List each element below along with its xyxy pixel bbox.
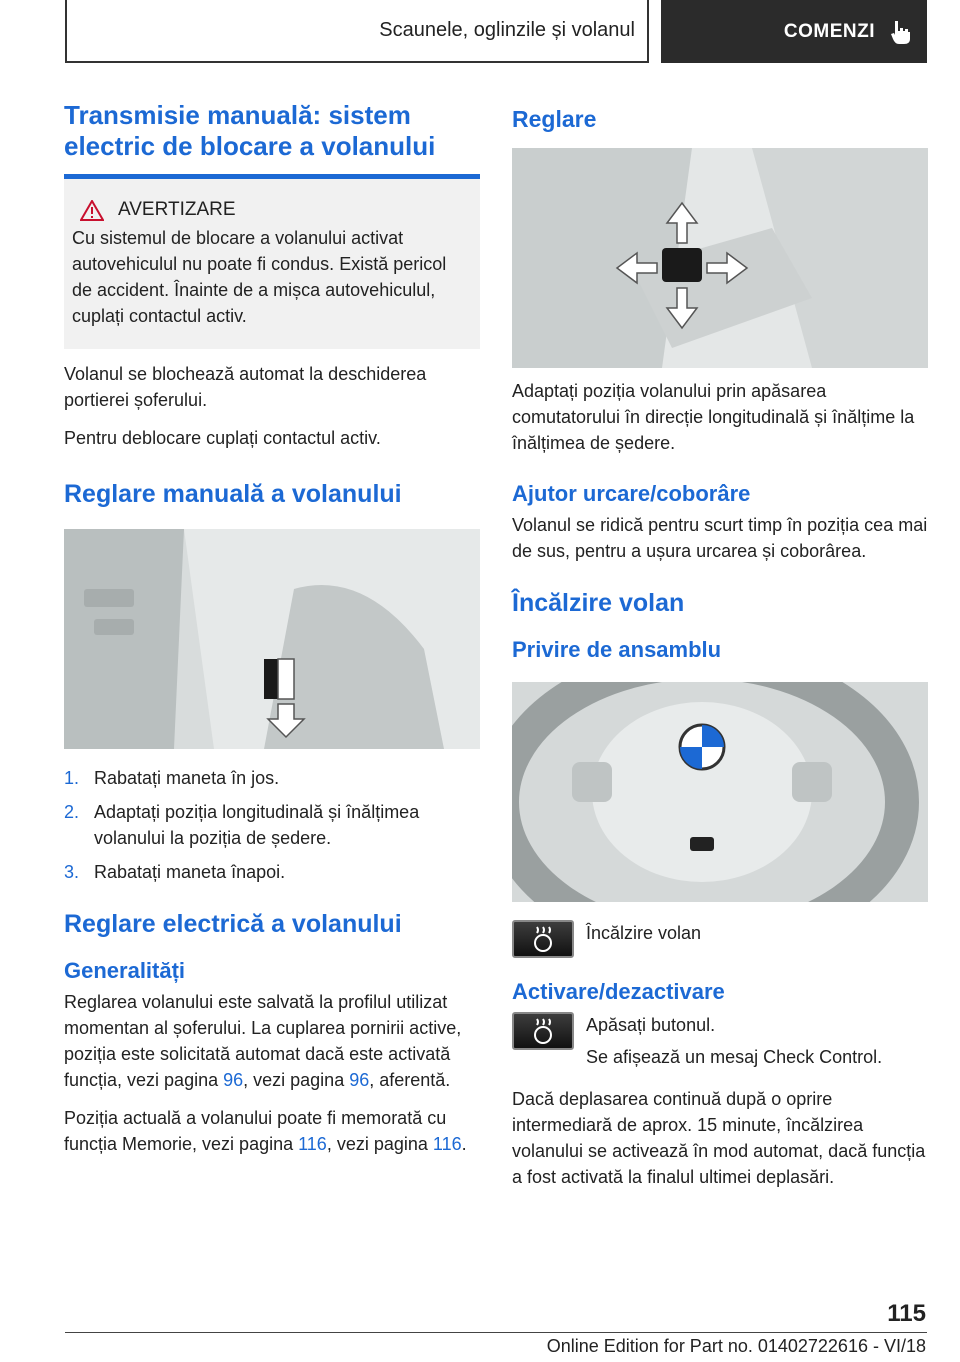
- step-number: 2.: [64, 802, 80, 822]
- toggle-line-1: Apăsați butonul.: [586, 1015, 716, 1035]
- right-column: [512, 104, 928, 1190]
- chapter-title: COMENZI: [783, 20, 875, 42]
- footer-rule: [65, 1332, 927, 1333]
- toggle-title: Activare/dezactivare: [512, 979, 725, 1004]
- general-title: Generalități: [64, 958, 186, 983]
- general-text: Reglarea volanului este salvată la profilul utilizat momentan al șoferului. La cuplarea pornirii active, poziția este solicitată automat dacă este activată funcția, vezi pagina 96, vezi pagina 96, aferentă.: [64, 992, 462, 1090]
- page-link[interactable]: 116: [432, 1134, 462, 1154]
- hand-pointer-icon: [889, 19, 913, 45]
- electric-switch-image: [512, 148, 928, 368]
- final-text: Dacă deplasarea continuă după o oprire intermediară de aprox. 15 minute, încălzirea volanului se activează în mod automat, dacă funcția a fost activată la finalul ultimei deplasări.: [512, 1089, 926, 1187]
- memory-text: Poziția actuală a volanului poate fi memorată cu funcția Memorie, vezi pagina 116, vezi pagina 116.: [64, 1108, 467, 1154]
- page-link[interactable]: 96: [223, 1070, 244, 1090]
- list-item: [64, 859, 480, 885]
- list-item: [64, 799, 480, 851]
- steering-heat-icon: [527, 925, 559, 953]
- section-header: [65, 0, 649, 63]
- assist-text: Volanul se ridică pentru scurt timp în poziția cea mai de sus, pentru a ușura urcarea și coborârea.: [512, 515, 928, 561]
- heat-title: Încălzire volan: [512, 589, 685, 617]
- adjust-title: Reglare: [512, 106, 597, 132]
- step-text: Rabatați maneta în jos.: [94, 768, 280, 788]
- unlock-text: Pentru deblocare cuplați contactul activ.: [64, 428, 381, 448]
- step-text: Rabatați maneta înapoi.: [94, 862, 286, 882]
- steering-heat-icon: [527, 1017, 559, 1045]
- manual-adjust-title: Reglare manuală a volanului: [64, 480, 402, 508]
- step-number: 3.: [64, 862, 80, 882]
- overview-title: Privire de ansamblu: [512, 637, 722, 662]
- steering-wheel-image: [512, 682, 928, 902]
- adjust-text: Adaptați poziția volanului prin apăsarea comutatorului în direcție longitudinală și înălțime la înălțimea de ședere.: [512, 381, 915, 453]
- page-number: 115: [887, 1300, 926, 1327]
- warning-box: [64, 179, 480, 349]
- warning-label: AVERTIZARE: [118, 199, 236, 220]
- electric-adjust-title: Reglare electrică a volanului: [64, 910, 402, 938]
- page-title: Transmisie manuală: sistem electric de blocare a volanului: [64, 100, 436, 161]
- step-number: 1.: [64, 768, 80, 788]
- steering-heat-button[interactable]: [512, 920, 574, 958]
- steering-heat-button[interactable]: [512, 1012, 574, 1050]
- page-link[interactable]: 96: [349, 1070, 370, 1090]
- toggle-row: [512, 1012, 928, 1070]
- warning-text: Cu sistemul de blocare a volanului activat autovehiculul nu poate fi condus. Există pericol de accident. Înainte de a mișca autovehiculul, cuplați contactul activ.: [72, 228, 447, 326]
- section-title: Scaunele, oglinzile și volanul: [379, 19, 635, 41]
- manual-steps-list: [64, 765, 480, 885]
- step-text: Adaptați poziția longitudinală și înălțimea volanului la poziția de ședere.: [94, 802, 420, 848]
- heat-button-row: [512, 920, 928, 958]
- warning-triangle-icon: [80, 200, 104, 221]
- manual-lever-image: [64, 529, 480, 749]
- assist-title: Ajutor urcare/coborâre: [512, 481, 751, 506]
- footer-edition: Online Edition for Part no. 01402722616 - VI/18: [546, 1336, 926, 1356]
- heat-button-label: Încălzire volan: [586, 923, 702, 943]
- toggle-line-2: Se afișează un mesaj Check Control.: [586, 1047, 883, 1067]
- chapter-header: [661, 0, 927, 63]
- left-column: [64, 100, 480, 1157]
- lock-text: Volanul se blochează automat la deschiderea portierei șoferului.: [64, 364, 427, 410]
- page-link[interactable]: 116: [298, 1134, 327, 1154]
- list-item: [64, 765, 480, 791]
